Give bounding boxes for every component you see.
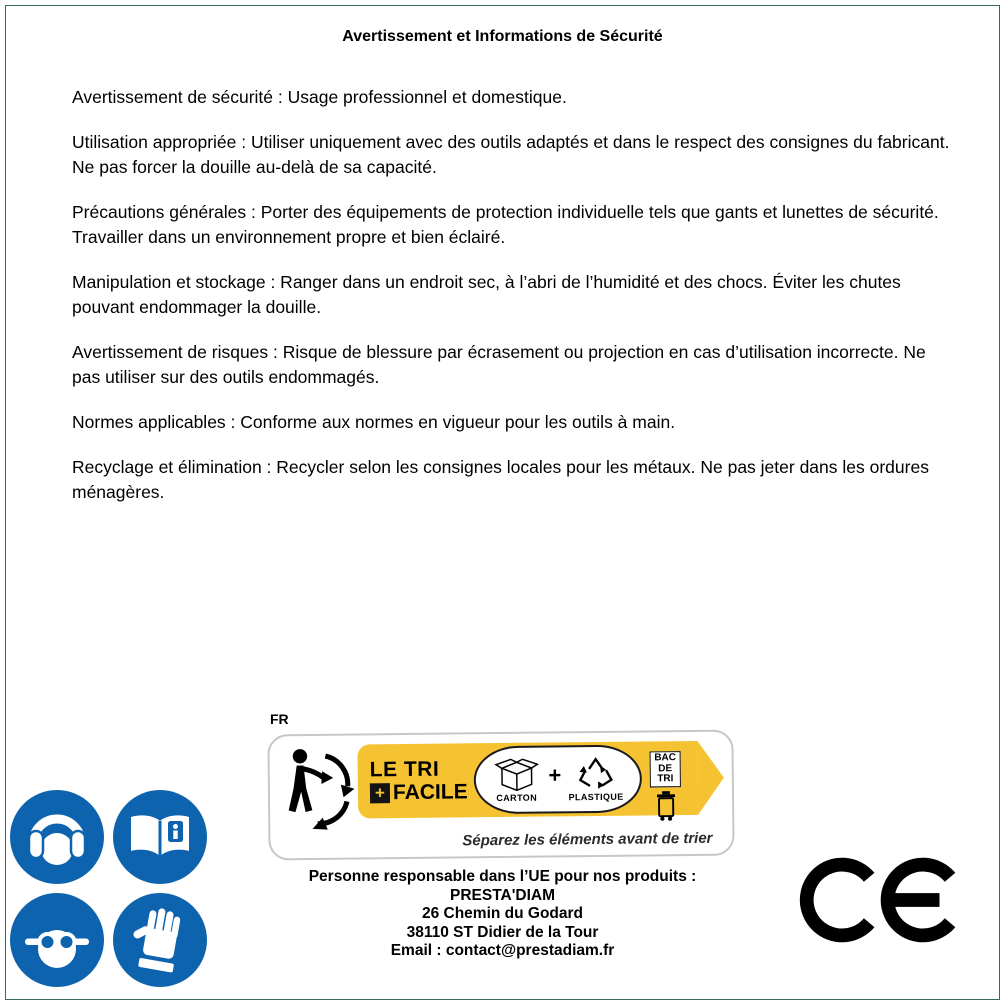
safety-text [72, 85, 950, 525]
plus-box: + [370, 783, 390, 803]
triman-logo-box [267, 730, 734, 861]
letri-line2 [370, 780, 468, 804]
address-line: 26 Chemin du Godard [421, 905, 584, 922]
sorting-tagline: Séparez les éléments avant de trier [462, 829, 713, 850]
bin-icon [652, 789, 678, 821]
safety-paragraph: Avertissement de risques : Risque de blessure par écrasement ou projection en cas d’utilisation incorrecte. Ne pas utiliser sur des outils endommagés. [72, 342, 926, 387]
address-line: Personne responsable dans l’UE pour nos produits : [308, 868, 697, 885]
ce-marking-icon [798, 852, 968, 953]
safety-paragraph: Manipulation et stockage : Ranger dans un endroit sec, à l’abri de l’humidité et des chocs. Éviter les chutes pouvant endommager la douille. [72, 272, 901, 317]
facile-label: FACILE [392, 780, 468, 805]
safety-paragraph: Normes applicables : Conforme aux normes en vigueur pour les outils à main. [72, 412, 676, 432]
page-title: Avertissement et Informations de Sécurité [342, 28, 663, 45]
letri-banner [357, 741, 698, 819]
carton-label: CARTON [496, 792, 538, 803]
plastic-recycling-icon [576, 756, 616, 790]
carton-material [491, 757, 541, 803]
safety-paragraph: Avertissement de sécurité : Usage professionnel et domestique. [72, 87, 567, 107]
fr-label: FR [270, 711, 289, 727]
sorting-materials-oval [473, 745, 642, 815]
safety-paragraph: Recyclage et élimination : Recycler selon les consignes locales pour les métaux. Ne pas jeter dans les ordures ménagères. [72, 457, 929, 502]
bac-de-tri-sign [649, 751, 681, 821]
address-line: PRESTA'DIAM [449, 886, 555, 904]
plastique-label: PLASTIQUE [568, 791, 624, 802]
plus-sign: + [548, 762, 562, 788]
banner-arrow [697, 741, 724, 815]
carton-icon [491, 757, 541, 792]
bac-de-tri-text: BAC DE TRI [649, 751, 681, 787]
safety-paragraph: Précautions générales : Porter des équipements de protection individuelle tels que gants et lunettes de sécurité. Travailler dans un environnement propre et bien éclairé. [72, 202, 939, 247]
address-line: Email : contact@prestadiam.fr [390, 942, 615, 959]
safety-paragraph: Utilisation appropriée : Utiliser uniquement avec des outils adaptés et dans le respect des consignes du fabricant. Ne pas forcer la douille au-delà de sa capacité. [72, 132, 950, 177]
letri-line1: LE TRI [369, 757, 440, 782]
plastique-material [568, 756, 624, 802]
address-line: 38110 ST Didier de la Tour [406, 923, 599, 941]
triman-icon [279, 746, 358, 835]
letri-text [358, 757, 474, 804]
